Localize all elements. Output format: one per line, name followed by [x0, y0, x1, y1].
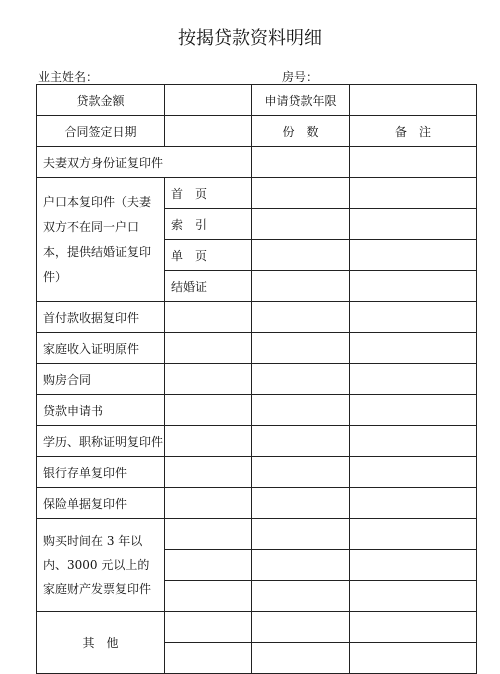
table-row — [37, 519, 477, 550]
loan-application-label: 贷款申请书 — [37, 395, 165, 426]
loan-years-value[interactable] — [350, 85, 477, 116]
insurance-label: 保险单据复印件 — [37, 488, 165, 519]
remarks-cell[interactable] — [350, 147, 477, 178]
remarks-cell[interactable] — [350, 209, 477, 240]
table-row — [37, 302, 477, 333]
remarks-cell[interactable] — [350, 178, 477, 209]
remarks-cell[interactable] — [350, 271, 477, 302]
table-row — [37, 364, 477, 395]
hukou-label: 户口本复印件（夫妻双方不在同一户口本，提供结婚证复印件） — [37, 178, 165, 302]
copies-cell[interactable] — [252, 240, 350, 271]
loan-amount-label: 贷款金额 — [37, 85, 165, 116]
education-proof-label: 学历、职称证明复印件 — [37, 426, 165, 457]
loan-amount-value[interactable] — [165, 85, 252, 116]
table-row — [37, 395, 477, 426]
spouse-id-label: 夫妻双方身份证复印件 — [37, 147, 252, 178]
table-row — [37, 333, 477, 364]
marriage-cert-label: 结婚证 — [165, 271, 252, 302]
table-row — [37, 426, 477, 457]
property-invoice-label: 购买时间在 3 年以内、3000 元以上的家庭财产发票复印件 — [37, 519, 165, 612]
table-row — [37, 85, 477, 116]
loan-years-label: 申请贷款年限 — [252, 85, 350, 116]
table-row — [37, 178, 477, 209]
other-label: 其 他 — [37, 612, 165, 674]
table-row — [37, 612, 477, 643]
down-payment-label: 首付款收据复印件 — [37, 302, 165, 333]
table-row — [37, 116, 477, 147]
table-row — [37, 457, 477, 488]
contract-date-value[interactable] — [165, 116, 252, 147]
table-row — [37, 147, 477, 178]
document-title: 按揭贷款资料明细 — [178, 28, 322, 49]
copies-cell[interactable] — [252, 271, 350, 302]
contract-date-label: 合同签定日期 — [37, 116, 165, 147]
owner-name-label: 业主姓名： — [38, 70, 99, 84]
loan-documents-table — [36, 84, 477, 674]
remarks-header: 备 注 — [350, 116, 477, 147]
income-proof-label: 家庭收入证明原件 — [37, 333, 165, 364]
hukou-front-page-label: 首 页 — [165, 178, 252, 209]
copies-header: 份 数 — [252, 116, 350, 147]
copies-cell[interactable] — [252, 209, 350, 240]
hukou-index-label: 索 引 — [165, 209, 252, 240]
remarks-cell[interactable] — [350, 240, 477, 271]
copies-cell[interactable] — [252, 147, 350, 178]
room-number-label: 房号： — [282, 70, 319, 84]
table-row — [37, 488, 477, 519]
bank-deposit-label: 银行存单复印件 — [37, 457, 165, 488]
purchase-contract-label: 购房合同 — [37, 364, 165, 395]
hukou-single-page-label: 单 页 — [165, 240, 252, 271]
copies-cell[interactable] — [252, 178, 350, 209]
